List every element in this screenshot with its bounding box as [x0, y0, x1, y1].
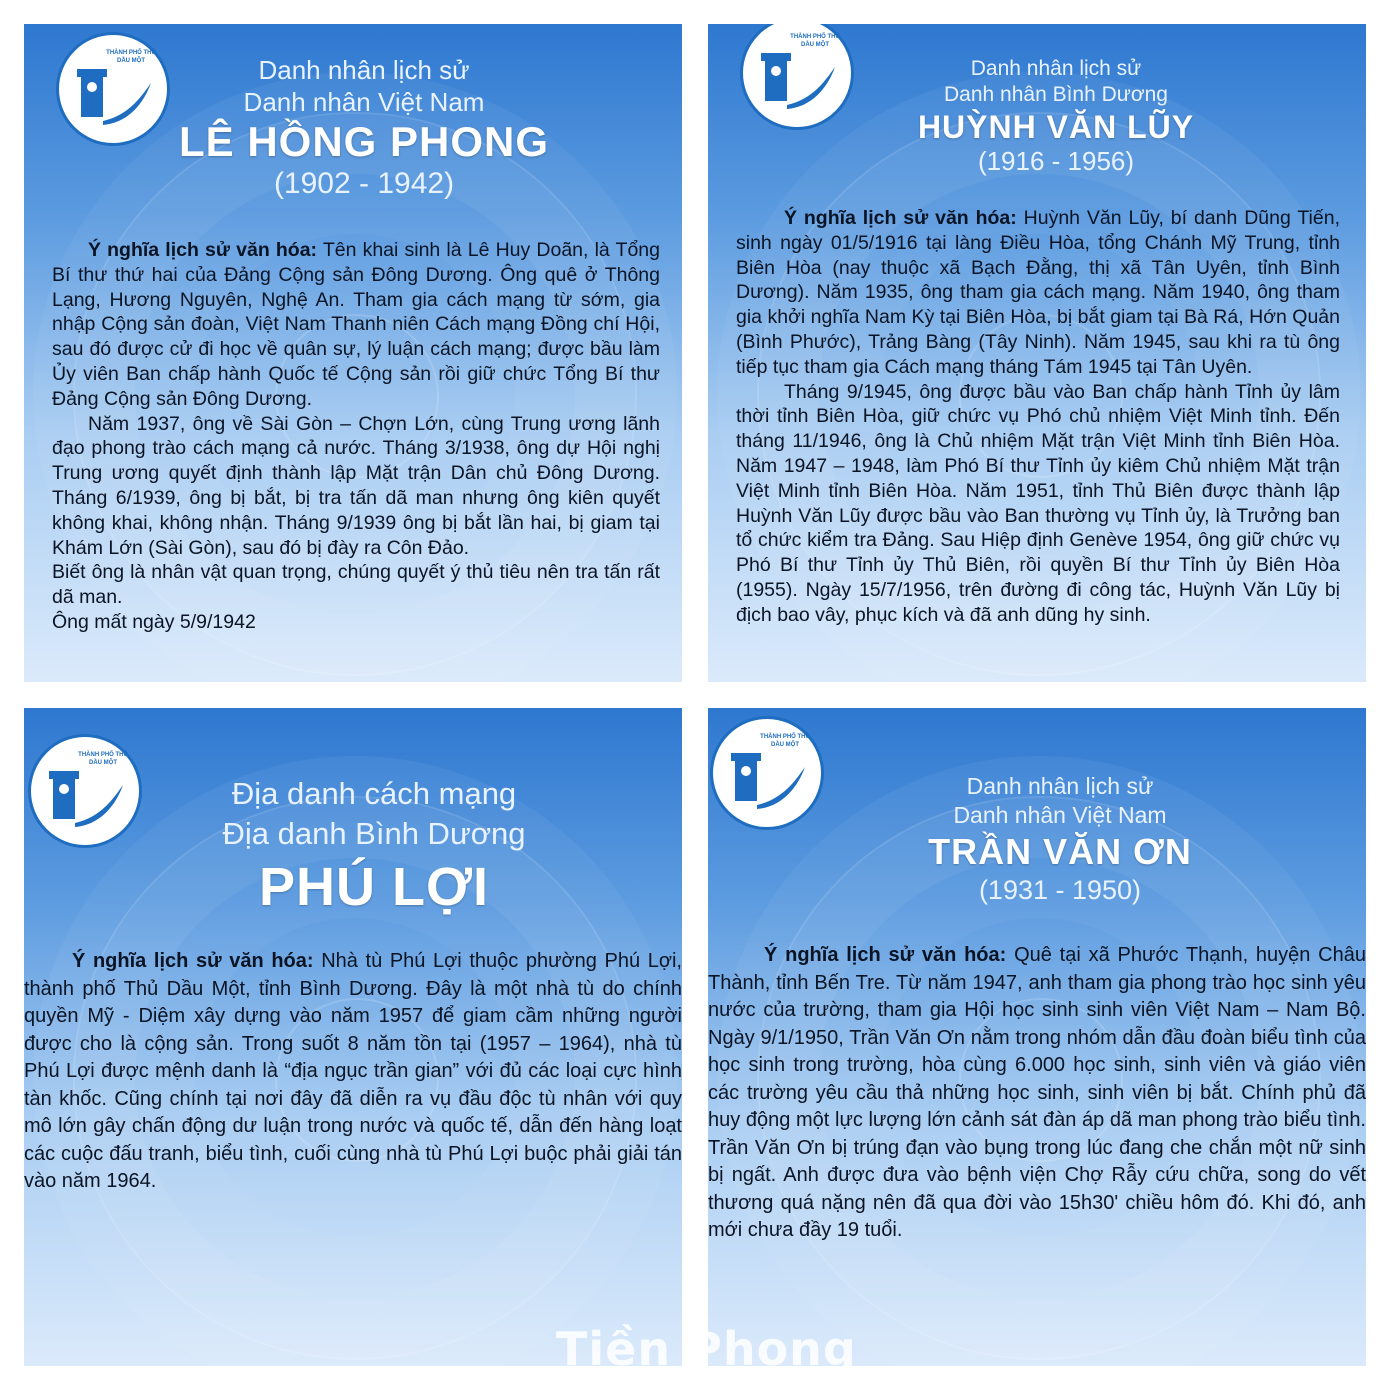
- logo-caption: THÀNH PHỐ THỦ DẦU MỘT: [760, 734, 810, 748]
- intro-text: Nhà tù Phú Lợi thuộc phường Phú Lợi, thành phố Thủ Dầu Một, tỉnh Bình Dương. Đây là một nhà tù do chính quyền Mỹ - Diệm xây dựng vào năm 1957 để giam cầm những người được cho là cộng sản. Trong suốt 8 năm tồn tại (1957 – 1964), nhà tù Phú Lợi được mệnh danh là “địa ngục trần gian” với đủ các loại cực hình tàn khốc. Cũng chính tại nơi đây đã diễn ra vụ đầu độc tù nhân với quy mô lớn gây chấn động dư luận trong nước và quốc tế, dẫn đến hàng loạt các cuộc đấu tranh, biểu tình, cuối cùng nhà tù Phú Lợi buộc phải giải tán vào năm 1964.: [24, 950, 682, 1192]
- person-name: HUỲNH VĂN LŨY: [917, 109, 1195, 145]
- panel-le-hong-phong: [24, 24, 682, 682]
- watermark: Tiền Phong: [556, 1322, 857, 1376]
- logo-caption: THÀNH PHỐ THỦ DẦU MỘT: [78, 752, 128, 766]
- paragraph-4: Ông mất ngày 5/9/1942: [52, 610, 256, 633]
- panel-header: [164, 774, 584, 920]
- place-name: PHÚ LỢI: [258, 857, 490, 917]
- section-label: Ý nghĩa lịch sử văn hóa:: [764, 944, 1007, 966]
- panel-body: [736, 206, 1340, 682]
- subcategory-line: Danh nhân Bình Dương: [944, 83, 1168, 106]
- paragraph-2: Tháng 9/1945, ông được bầu vào Ban chấp hành Tỉnh ủy lâm thời tỉnh Biên Hòa, giữ chức vụ Phó chủ nhiệm Việt Minh tỉnh. Đến tháng 11/1946, ông là Chủ nhiệm Mặt trận Việt Minh tỉnh Biên Hòa. Năm 1947 – 1948, làm Phó Bí thư Tỉnh ủy kiêm Chủ nhiệm Mặt trận Việt Minh tỉnh Biên Hòa. Năm 1951, tỉnh Thủ Biên được thành lập Huỳnh Văn Lũy được bầu vào Ban thường vụ Tỉnh ủy, là Trưởng ban tổ chức kiểm tra Đảng. Sau Hiệp định Genève 1954, ông giữ chức vụ Phó Bí thư Tỉnh ủy Thủ Biên, rồi quyền Bí thư Tỉnh ủy Biên Hòa (1955). Ngày 15/7/1956, trên đường đi công tác, Huỳnh Văn Lũy bị địch bao vây, phục kích và đã anh dũng hy sinh.: [736, 380, 1340, 626]
- section-label: Ý nghĩa lịch sử văn hóa:: [88, 239, 318, 261]
- panel-phu-loi: [24, 708, 682, 1366]
- panel-huynh-van-luy: [708, 24, 1366, 682]
- person-name: TRẦN VĂN ƠN: [928, 831, 1192, 872]
- person-years: (1916 - 1956): [977, 146, 1135, 176]
- panel-body: [708, 942, 1366, 1245]
- panel-header: [848, 56, 1264, 176]
- city-logo-icon: [740, 24, 854, 130]
- panel-body: [24, 948, 682, 1196]
- person-name: LÊ HỒNG PHONG: [178, 118, 550, 165]
- city-logo-icon: [56, 32, 170, 146]
- logo-caption: THÀNH PHỐ THỦ DẦU MỘT: [790, 34, 840, 48]
- city-logo-icon: [710, 716, 824, 830]
- intro-text: Huỳnh Văn Lũy, bí danh Dũng Tiến, sinh ngày 01/5/1916 tại làng Điều Hòa, tổng Chánh Mỹ Trung, tỉnh Biên Hòa (nay thuộc xã Bạch Đằng, thị xã Tân Uyên, tỉnh Bình Dương). Năm 1935, ông tham gia cách mạng. Năm 1940, ông tham gia khởi nghĩa Nam Kỳ tại Biên Hòa, bị bắt giam tại Bà Rá, Hớn Quản (Bình Phước), Trảng Bàng (Tây Ninh). Năm 1945, sau khi ra tù ông tiếp tục tham gia Cách mạng tháng Tám 1945 tại Tân Uyên.: [736, 207, 1340, 378]
- subcategory-line: Danh nhân Việt Nam: [953, 802, 1167, 828]
- logo-caption: THÀNH PHỐ THỦ DẦU MỘT: [106, 50, 156, 64]
- panel-body: [52, 238, 660, 682]
- person-years: (1902 - 1942): [273, 167, 455, 200]
- city-logo-icon: [28, 734, 142, 848]
- panel-header: [154, 54, 574, 202]
- intro-text: Quê tại xã Phước Thạnh, huyện Châu Thành, tỉnh Bến Tre. Từ năm 1947, anh tham gia phong trào học sinh yêu nước của trường, tham gia Hội học sinh sinh viên Việt Nam – Nam Bộ. Ngày 9/1/1950, Trần Văn Ơn nằm trong nhóm dẫn đầu đoàn biểu tình của học sinh trong trường, hòa cùng 6.000 học sinh, sinh viên và giáo viên các trường yêu cầu thả những học sinh, sinh viên bị bắt. Chính phủ đã huy động một lực lượng lớn cảnh sát đàn áp dã man phong trào biểu tình. Trần Văn Ơn bị trúng đạn vào bụng trong lúc đang che chắn một nữ sinh bị ngất. Anh được đưa vào bệnh viện Chợ Rẫy cứu chữa, song do vết thương quá nặng nên đã qua đời vào 15h30' chiều hôm đó. Khi đó, anh mới chưa đầy 19 tuổi.: [708, 944, 1366, 1241]
- section-label: Ý nghĩa lịch sử văn hóa:: [72, 950, 314, 972]
- category-line: Địa danh cách mạng: [231, 776, 517, 811]
- paragraph-2: Năm 1937, ông về Sài Gòn – Chợn Lớn, cùng Trung ương lãnh đạo phong trào cách mạng cả nước. Tháng 3/1938, ông dự Hội nghị Trung ương quyết định thành lập Mặt trận Dân chủ Đông Dương. Tháng 6/1939, ông bị bắt, bị tra tấn dã man nhưng ông kiên quyết không khai, không nhận. Tháng 9/1939 ông bị bắt lần hai, bị giam tại Khám Lớn (Sài Gòn), sau đó bị đày ra Côn Đảo.: [52, 412, 660, 559]
- category-line: Danh nhân lịch sử: [966, 773, 1154, 799]
- category-line: Danh nhân lịch sử: [970, 57, 1142, 80]
- subcategory-line: Địa danh Bình Dương: [222, 816, 526, 851]
- intro-text: Tên khai sinh là Lê Huy Doãn, là Tổng Bí thư thứ hai của Đảng Cộng sản Đông Dương. Ông quê ở Thông Lạng, Hương Nguyên, Nghệ An. Tham gia cách mạng từ sớm, gia nhập Cộng sản đoàn, Việt Nam Thanh niên Cách mạng Đồng chí Hội, sau đó được cử đi học về quân sự, lý luận cách mạng; được bầu làm Ủy viên Ban chấp hành Quốc tế Cộng sản rồi giữ chức Tổng Bí thư Đảng Cộng sản Đông Dương.: [52, 239, 660, 410]
- person-years: (1931 - 1950): [978, 875, 1142, 905]
- category-line: Danh nhân lịch sử: [258, 55, 470, 85]
- subcategory-line: Danh nhân Việt Nam: [243, 87, 485, 117]
- section-label: Ý nghĩa lịch sử văn hóa:: [784, 207, 1017, 229]
- paragraph-3: Biết ông là nhân vật quan trọng, chúng quyết ý thủ tiêu nên tra tấn rất dã man.: [52, 561, 660, 609]
- panel-header: [848, 772, 1272, 906]
- panel-tran-van-on: [708, 708, 1366, 1366]
